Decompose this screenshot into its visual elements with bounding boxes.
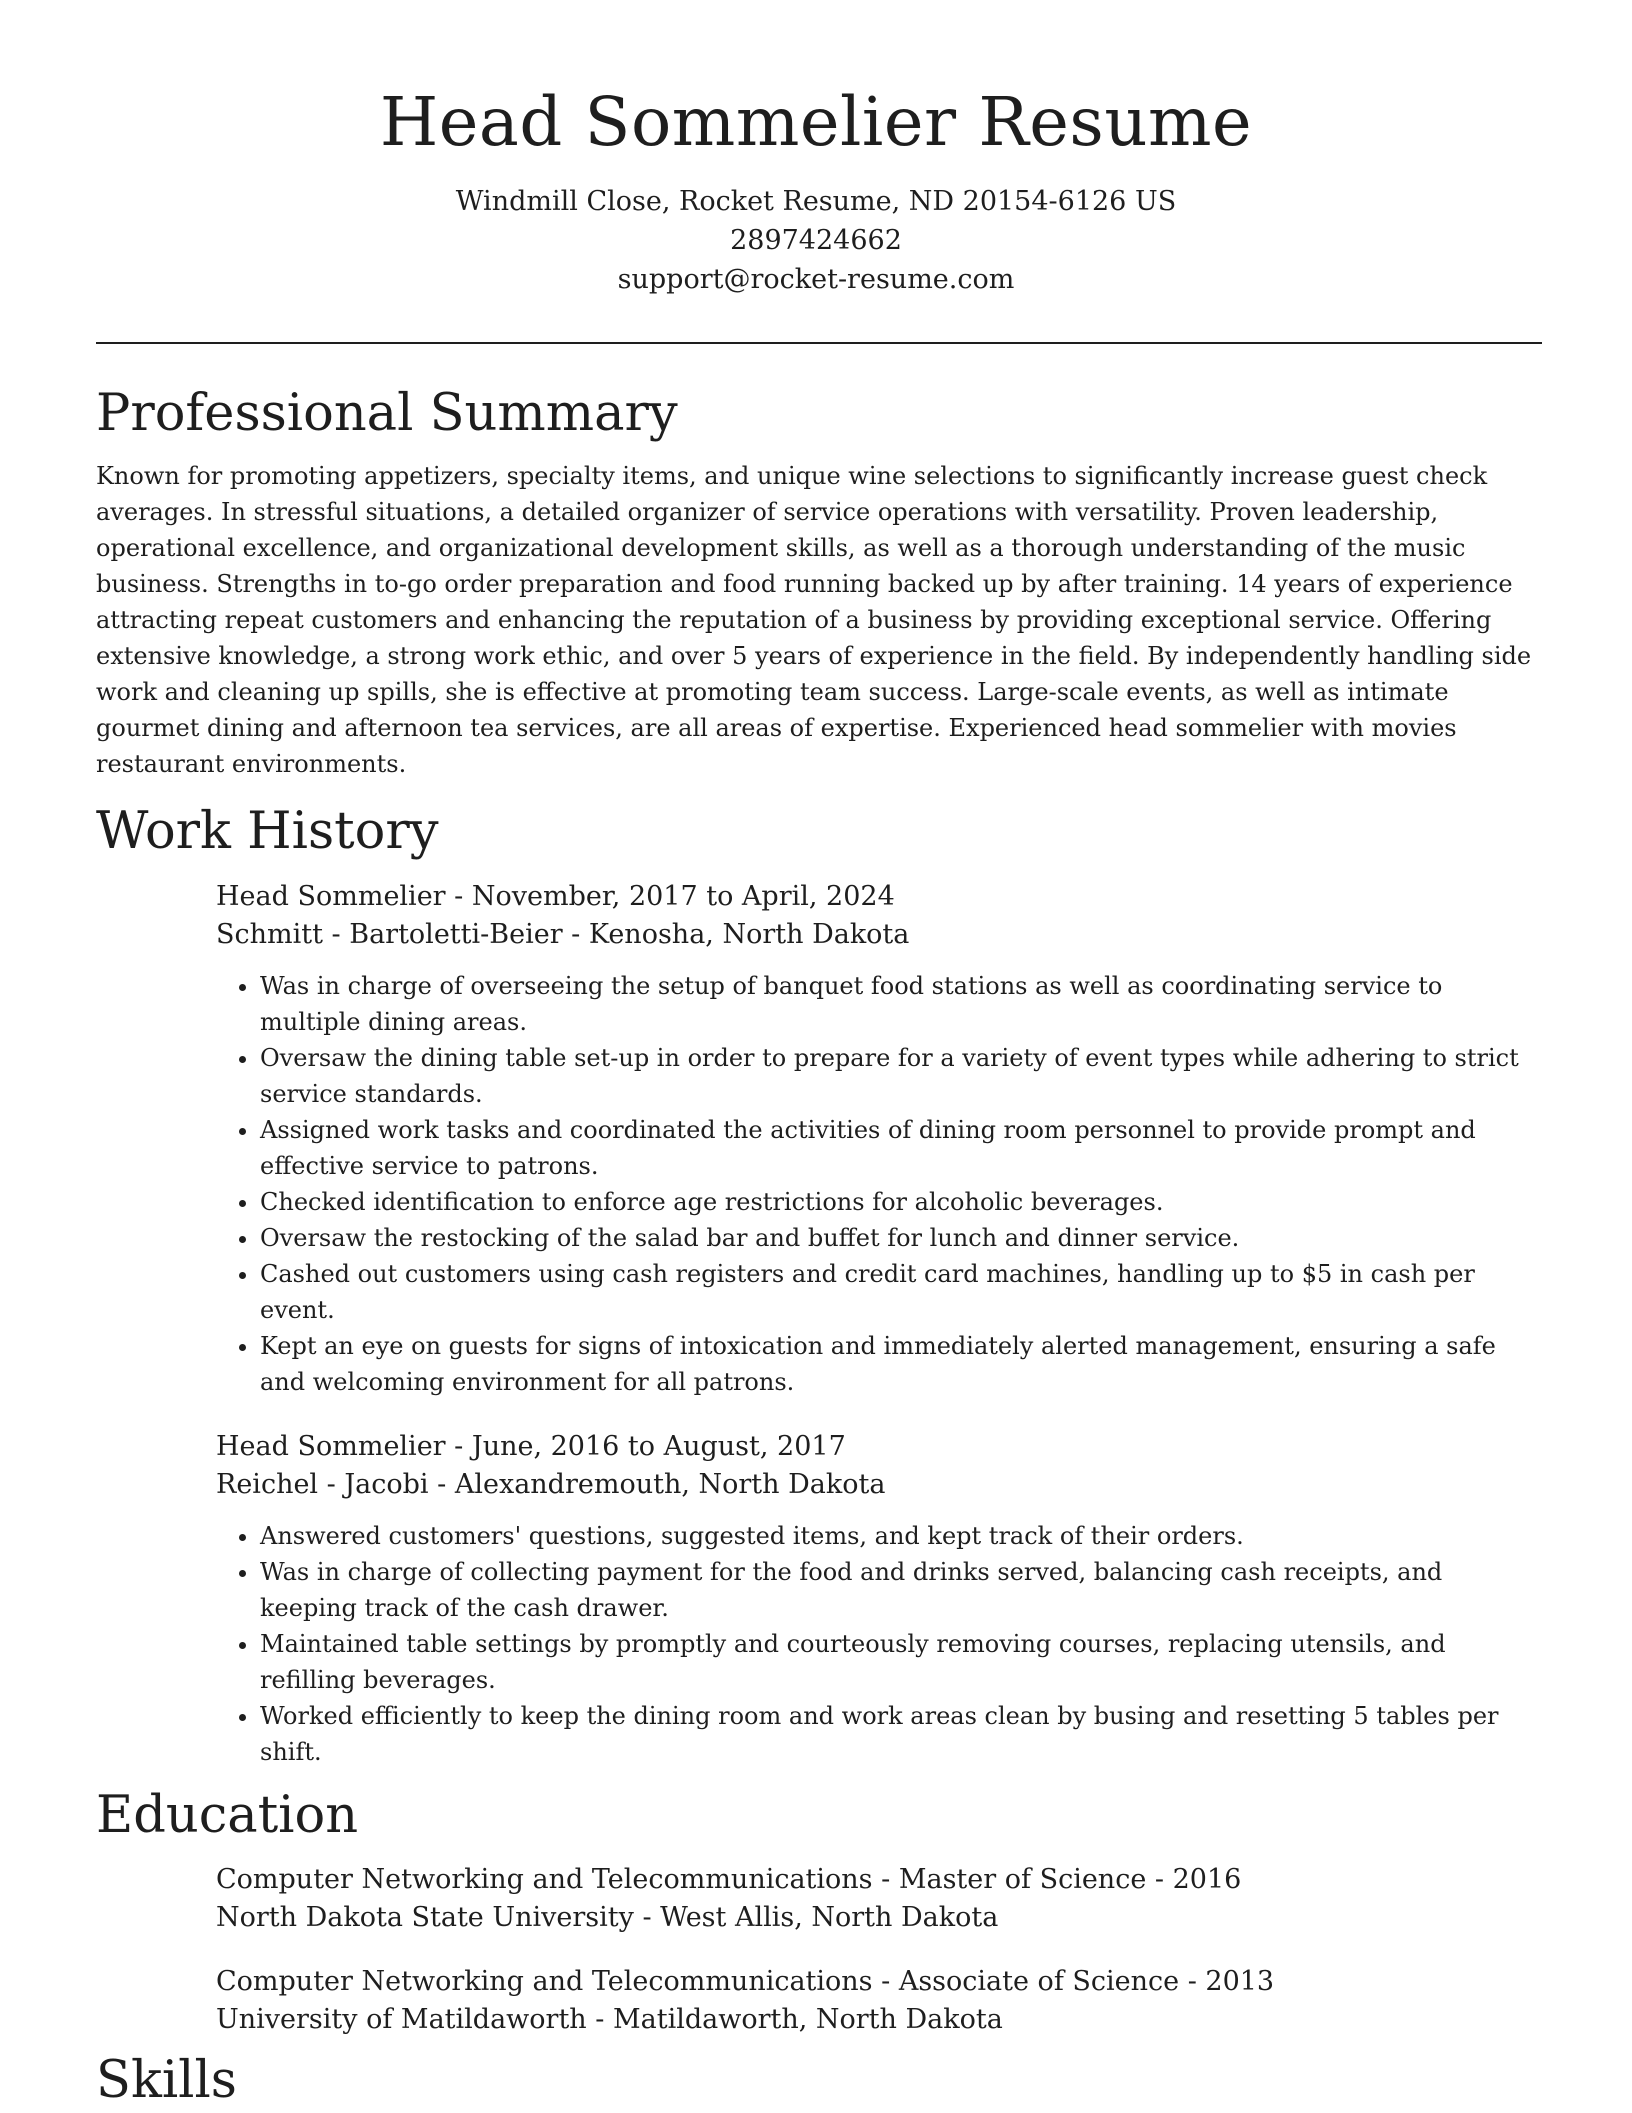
job-bullet: • Kept an eye on guests for signs of intoxication and immediately alerted management, ensuring a safe and welcoming environment for all patrons. — [260, 1328, 1542, 1400]
education-heading: Education — [96, 1785, 359, 1845]
job-employer-line: Reichel - Jacobi - Alexandremouth, North Dakota — [216, 1468, 886, 1500]
job-title-line: Head Sommelier - June, 2016 to August, 2017 — [216, 1430, 846, 1462]
summary-text: Known for promoting appetizers, specialty items, and unique wine selections to significantly increase guest check averages. In stressful situations, a detailed organizer of service operations with versatility. Proven leadership, operational excellence, and organizational development skills, as well as a thorough understanding of the music business. Strengths in to-go order preparation and food running backed up by after training. 14 years of experience attracting repeat customers and enhancing the reputation of a business by providing exceptional service. Offering extensive knowledge, a strong work ethic, and over 5 years of experience in the field. By independently handling side work and cleaning up spills, she is effective at promoting team success. Large-scale events, as well as intimate gourmet dining and afternoon tea services, are all areas of expertise. Experienced head sommelier with movies restaurant environments. — [96, 461, 1532, 778]
header-divider — [96, 342, 1542, 344]
education-degree-line: Computer Networking and Telecommunications - Associate of Science - 2013 — [216, 1966, 1275, 1998]
education-entry — [216, 1861, 1542, 1937]
skills-section — [96, 2049, 1542, 2113]
contact-phone: 2897424662 — [730, 224, 902, 256]
job-bullet: • Answered customers' questions, suggested items, and kept track of their orders. — [260, 1518, 1542, 1554]
job-bullet: • Assigned work tasks and coordinated the activities of dining room personnel to provide prompt and effective service to patrons. — [260, 1112, 1542, 1184]
summary-section — [96, 382, 1542, 782]
skills-heading: Skills — [96, 2051, 237, 2111]
job-bullet: • Worked efficiently to keep the dining room and work areas clean by busing and resetting 5 tables per shift. — [260, 1698, 1542, 1770]
work-history-section — [96, 800, 1542, 1770]
job-bullet: • Cashed out customers using cash registers and credit card machines, handling up to $5 in cash per event. — [260, 1256, 1542, 1328]
education-school-line: University of Matildaworth - Matildaworth, North Dakota — [216, 2004, 1003, 2036]
job-bullets — [216, 1518, 1542, 1770]
job-bullet: • Was in charge of collecting payment for the food and drinks served, balancing cash receipts, and keeping track of the cash drawer. — [260, 1554, 1542, 1626]
contact-address: Windmill Close, Rocket Resume, ND 20154-6126 US — [455, 185, 1177, 217]
summary-heading: Professional Summary — [96, 384, 678, 443]
job-entry — [216, 878, 1542, 1400]
job-bullet: • Maintained table settings by promptly and courteously removing courses, replacing utensils, and refilling beverages. — [260, 1626, 1542, 1698]
job-bullet: • Oversaw the restocking of the salad bar and buffet for lunch and dinner service. — [260, 1220, 1542, 1256]
job-title-line: Head Sommelier - November, 2017 to April, 2024 — [216, 880, 895, 912]
resume-title: Head Sommelier Resume — [379, 83, 1253, 161]
job-bullet: • Was in charge of overseeing the setup of banquet food stations as well as coordinating service to multiple dining areas. — [260, 968, 1542, 1040]
job-employer-line: Schmitt - Bartoletti-Beier - Kenosha, North Dakota — [216, 918, 910, 950]
job-bullets — [216, 968, 1542, 1400]
work-history-heading: Work History — [96, 801, 439, 861]
job-bullet: • Oversaw the dining table set-up in order to prepare for a variety of event types while adhering to strict service standards. — [260, 1040, 1542, 1112]
education-degree-line: Computer Networking and Telecommunications - Master of Science - 2016 — [216, 1864, 1242, 1896]
education-school-line: North Dakota State University - West Allis, North Dakota — [216, 1902, 999, 1934]
education-section — [96, 1784, 1542, 2040]
contact-email: support@rocket-resume.com — [617, 263, 1015, 295]
resume-header — [0, 0, 1632, 299]
resume-body — [96, 382, 1542, 2113]
job-bullet: • Checked identification to enforce age restrictions for alcoholic beverages. — [260, 1184, 1542, 1220]
job-entry — [216, 1428, 1542, 1770]
education-entry — [216, 1963, 1542, 2039]
